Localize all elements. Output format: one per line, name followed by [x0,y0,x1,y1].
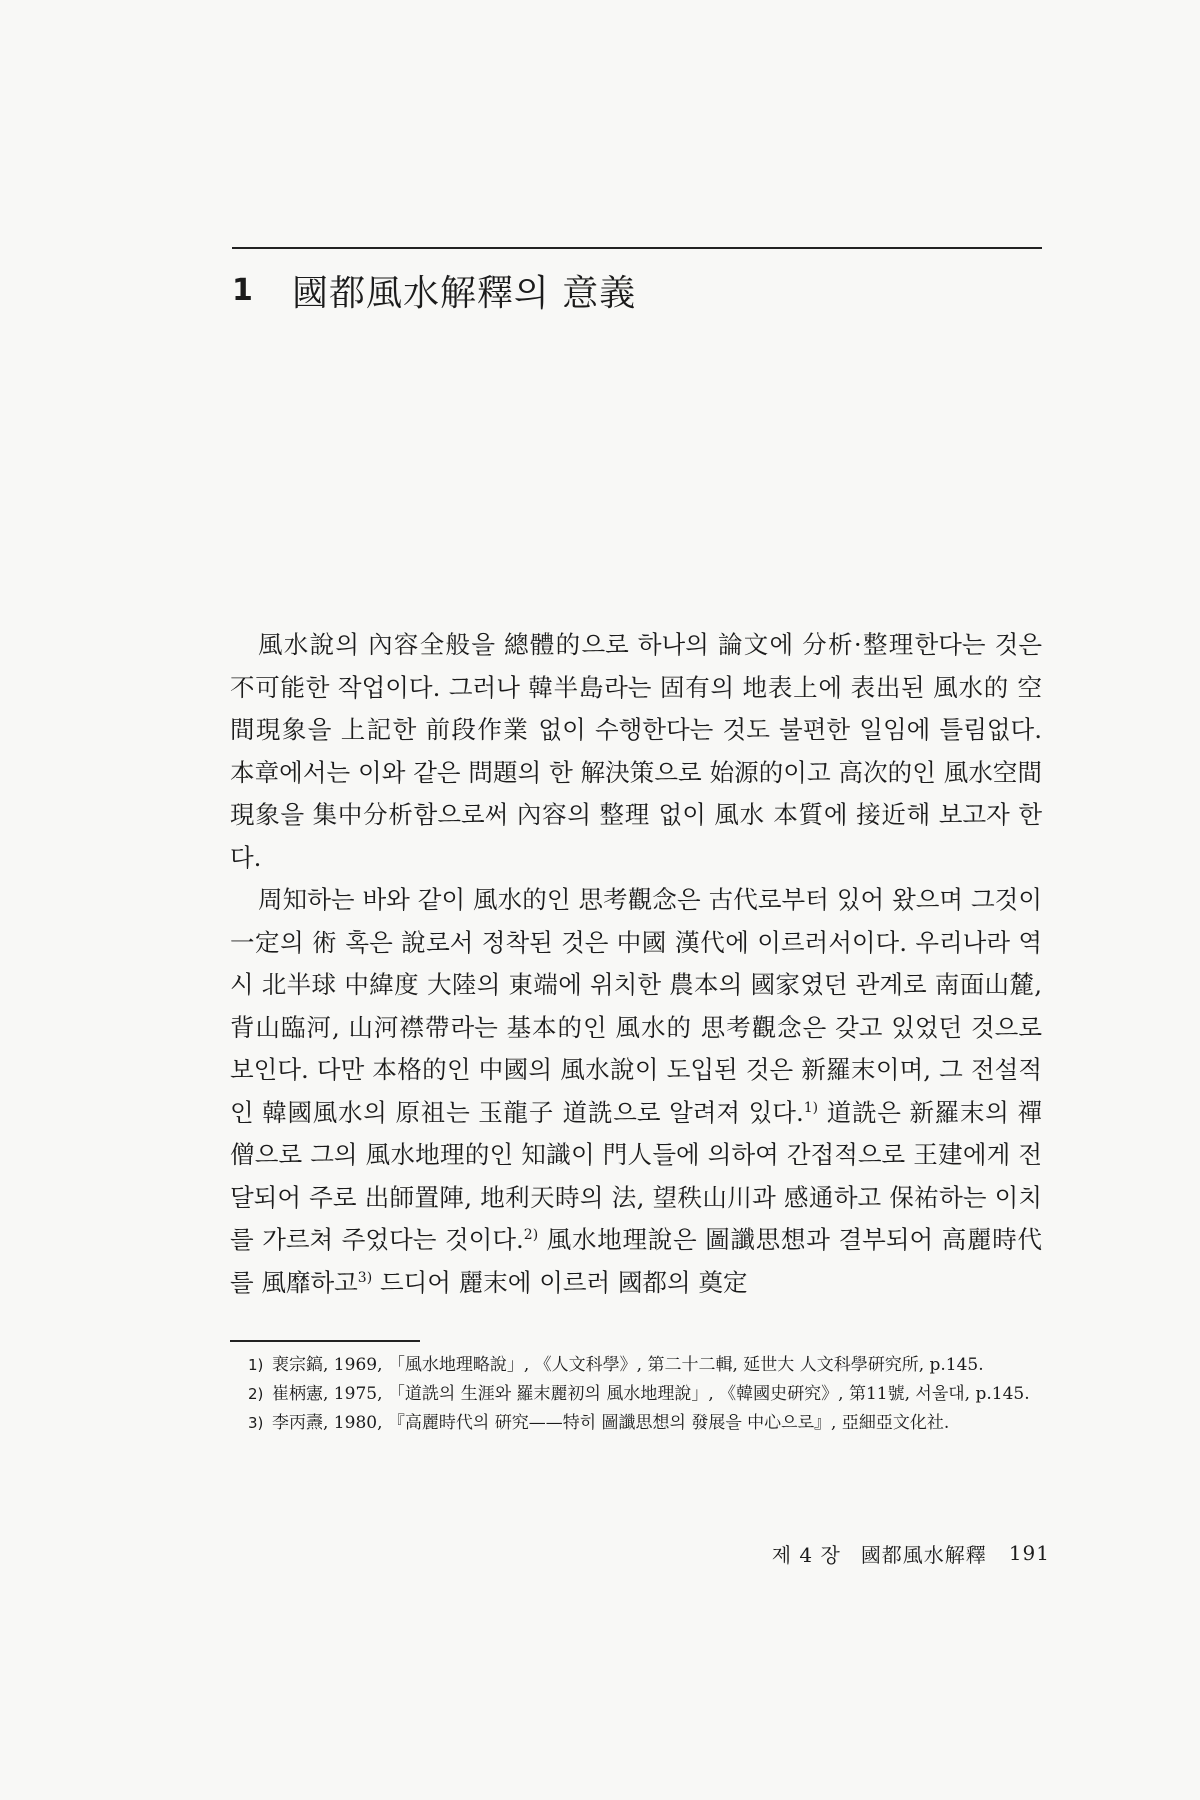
paragraph-2-text-d: 드디어 麗末에 이르러 國都의 奠定 [372,1267,748,1297]
footnotes [248,1352,1048,1439]
body-text [230,624,1042,1304]
footnote-separator [230,1340,420,1342]
footnote-number: 2) [248,1385,264,1403]
footnote-number: 1) [248,1356,264,1374]
footnote-ref-3: 3) [357,1269,373,1286]
chapter-top-rule [232,247,1042,249]
footnote-ref-1: 1) [803,1099,819,1116]
footnote-ref-2: 2) [523,1226,539,1243]
running-footer [720,1536,1050,1570]
footnote-text: 崔柄憲, 1975, 「道詵의 生涯와 羅末麗初의 風水地理說」, 《韓國史硏究》, 第11號, 서울대, p.145. [272,1384,1030,1404]
footnote-item [248,1352,1048,1379]
footnote-item [248,1410,1048,1437]
section-number: 1 [232,272,254,308]
footnote-text: 裵宗鎬, 1969, 「風水地理略說」, 《人文科學》, 第二十二輯, 延世大 人文科學硏究所, p.145. [272,1355,984,1375]
footer-chapter: 제 4 장 [771,1542,841,1567]
footnote-text: 李丙燾, 1980, 『高麗時代의 硏究——特히 圖讖思想의 發展을 中心으로』, 亞細亞文化社. [272,1413,950,1433]
paragraph-2 [230,879,1042,1304]
footer-title: 國都風水解釋 [860,1542,987,1567]
paragraph-2-text-c: 風水地理說은 圖讖思想과 결부되어 高麗時代를 風靡하고 [230,1225,1042,1297]
paragraph-2-text-b: 道詵은 新羅末의 禪僧으로 그의 風水地理的인 知識이 門人들에 의하여 간접적으로 王建에게 전달되어 주로 出師置陣, 地利天時의 法, 望秩山川과 感通하고 保祐하는 이치를 가르쳐 주었다는 것이다. [230,1097,1042,1254]
page-number: 191 [1008,1541,1050,1565]
paragraph-2-text-a: 周知하는 바와 같이 風水的인 思考觀念은 古代로부터 있어 왔으며 그것이 一定의 術 혹은 說로서 정착된 것은 中國 漢代에 이르러서이다. 우리나라 역시 北半球 中緯度 大陸의 東端에 위치한 農本의 國家였던 관계로 南面山麓, 背山臨河, 山河襟帶라는 基本的인 風水的 思考觀念은 갖고 있었던 것으로 보인다. 다만 本格的인 中國의 風水說이 도입된 것은 新羅末이며, 그 전설적인 韓國風水의 原祖는 玉龍子 道詵으로 알려져 있다. [230,885,1042,1127]
section-heading [232,262,1042,318]
footnote-number: 3) [248,1414,264,1432]
paragraph-1: 風水說의 內容全般을 總體的으로 하나의 論文에 分析·整理한다는 것은 不可能한 작업이다. 그러나 韓半島라는 固有의 地表上에 表出된 風水的 空間現象을 上記한 前段作業 없이 수행한다는 것도 불편한 일임에 틀림없다. 本章에서는 이와 같은 問題의 한 解決策으로 始源的이고 高次的인 風水空間現象을 集中分析함으로써 內容의 整理 없이 風水 本質에 接近해 보고자 한다. [230,630,1042,872]
footnote-item [248,1381,1048,1408]
section-title: 國都風水解釋의 意義 [292,272,637,314]
